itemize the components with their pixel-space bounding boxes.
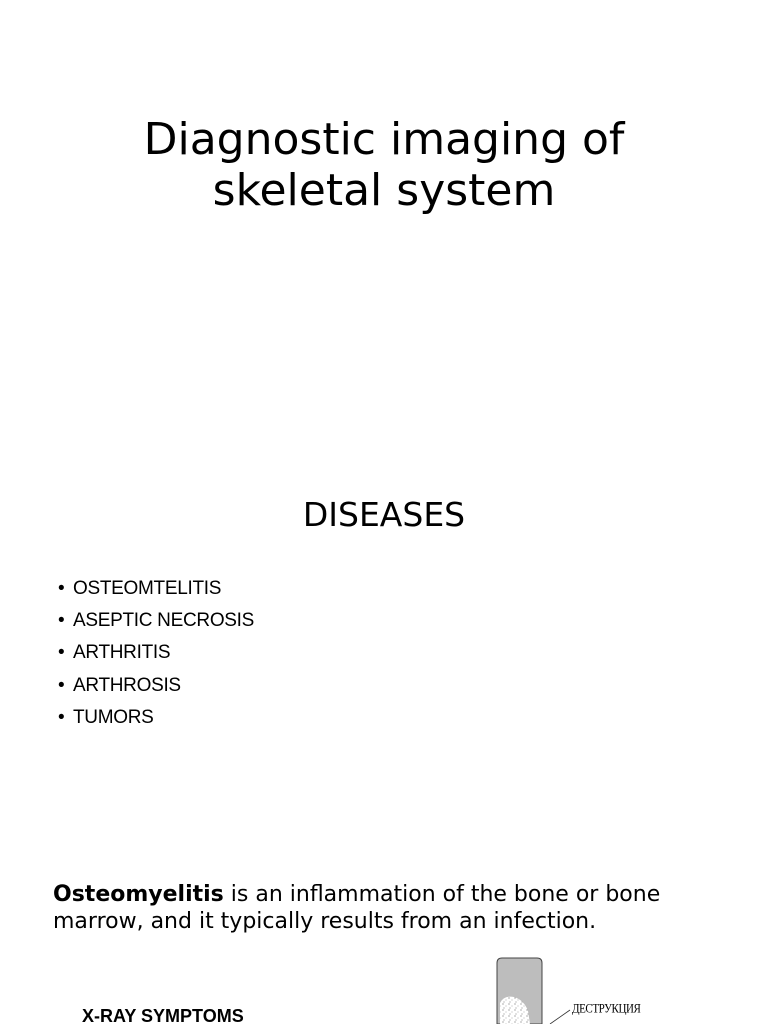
figure-label: ДЕСТРУКЦИЯ	[572, 1002, 641, 1016]
bullet-icon: •	[58, 674, 65, 696]
osteomyelitis-definition	[53, 881, 713, 935]
list-item	[58, 573, 254, 605]
bullet-icon: •	[58, 610, 65, 632]
definition-text: is an inflammation of the bone or bone marrow, and it typically results from an infection.	[53, 882, 661, 934]
list-item-label: ARTHRITIS	[73, 642, 171, 664]
bullet-icon: •	[58, 706, 65, 728]
list-item-label: TUMORS	[73, 706, 154, 728]
bullet-icon: •	[58, 578, 65, 599]
xray-bone-image	[490, 955, 660, 1024]
title-line-1: Diagnostic imaging of	[143, 114, 625, 165]
list-item-label: OSTEOMTELITIS	[73, 578, 222, 599]
xray-symptoms-heading: X-RAY SYMPTOMS	[82, 1006, 244, 1026]
list-item	[58, 605, 254, 637]
definition-term: Osteomyelitis	[53, 882, 224, 907]
list-item-label: ASEPTIC NECROSIS	[73, 610, 255, 632]
page-title	[0, 114, 768, 216]
bullet-icon: •	[58, 642, 65, 664]
list-item	[58, 637, 254, 669]
list-item	[58, 702, 254, 734]
list-item-label: ARTHROSIS	[73, 674, 181, 696]
list-item	[58, 670, 254, 702]
title-line-2: skeletal system	[212, 165, 556, 216]
disease-list	[58, 573, 254, 734]
diseases-heading: DISEASES	[302, 495, 466, 534]
